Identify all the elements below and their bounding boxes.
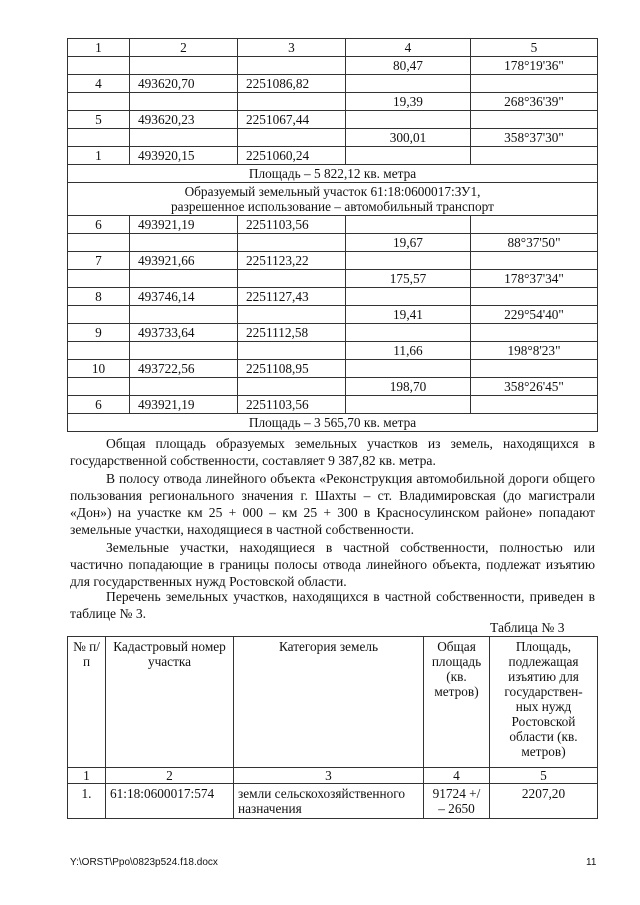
paragraph-total-area: Общая площадь образуемых земельных участков из земель, находящихся в государственной собственности, составляет 9 387,82 кв. метра. — [70, 436, 595, 468]
coord-y: 2251108,95 — [238, 360, 346, 378]
paragraph-linear-object: В полосу отвода линейного объекта «Реконструкция автомобильной дороги общего пользования регионального значения г. Шахты – ст. Владимировская (до магистрали «Дон») на участке км 25 + 000 – км 25 + 300 в Красносулинском районе» попадают земельные участки, находящиеся в частной собственности. — [70, 471, 595, 537]
empty-cell — [130, 93, 238, 111]
col-number: 4 — [424, 768, 490, 784]
table-row — [68, 396, 598, 414]
empty-cell — [346, 396, 471, 414]
coord-x: 493620,70 — [130, 75, 238, 93]
page-number: 11 — [586, 857, 597, 868]
empty-cell — [346, 147, 471, 165]
header-total-area: Общая площадь (кв. метров) — [424, 637, 490, 768]
empty-cell — [471, 111, 598, 129]
col-number: 3 — [234, 768, 424, 784]
empty-cell — [130, 378, 238, 396]
table-row — [68, 360, 598, 378]
point-number: 4 — [68, 75, 130, 93]
table-row — [68, 75, 598, 93]
table-row — [68, 216, 598, 234]
empty-cell — [238, 342, 346, 360]
empty-cell — [471, 288, 598, 306]
table-row — [68, 252, 598, 270]
table-row — [68, 147, 598, 165]
empty-cell — [471, 147, 598, 165]
coord-y: 2251067,44 — [238, 111, 346, 129]
coord-y: 2251123,22 — [238, 252, 346, 270]
point-number: 8 — [68, 288, 130, 306]
coordinates-table — [67, 38, 598, 432]
col-number: 2 — [106, 768, 234, 784]
cell-category: земли сельскохозяйственного назначения — [234, 784, 424, 819]
empty-cell — [68, 342, 130, 360]
empty-cell — [471, 396, 598, 414]
distance: 80,47 — [346, 57, 471, 75]
coord-x: 493620,23 — [130, 111, 238, 129]
empty-cell — [471, 324, 598, 342]
table-row — [68, 111, 598, 129]
table-row — [68, 306, 598, 324]
header-num: № п/п — [68, 637, 106, 768]
parcel-title: Образуемый земельный участок 61:18:0600017:ЗУ1, — [184, 184, 481, 199]
direction-angle: 358°26'45" — [471, 378, 598, 396]
empty-cell — [471, 360, 598, 378]
table-row — [68, 93, 598, 111]
direction-angle: 178°19'36" — [471, 57, 598, 75]
coord-x: 493733,64 — [130, 324, 238, 342]
direction-angle: 358°37'30" — [471, 129, 598, 147]
header-row — [68, 39, 598, 57]
coord-x: 493920,15 — [130, 147, 238, 165]
empty-cell — [346, 75, 471, 93]
header-category: Категория земель — [234, 637, 424, 768]
table-row — [68, 270, 598, 288]
header-seized-area: Площадь, подлежащая изъятию для государствен-ных нужд Ростовской области (кв. метров) — [490, 637, 598, 768]
empty-cell — [238, 234, 346, 252]
coord-x: 493921,19 — [130, 216, 238, 234]
cell-seized-area: 2207,20 — [490, 784, 598, 819]
direction-angle: 88°37'50" — [471, 234, 598, 252]
direction-angle: 268°36'39" — [471, 93, 598, 111]
point-number: 5 — [68, 111, 130, 129]
empty-cell — [471, 252, 598, 270]
coord-y: 2251103,56 — [238, 216, 346, 234]
distance: 175,57 — [346, 270, 471, 288]
distance: 300,01 — [346, 129, 471, 147]
cell-cadastral: 61:18:0600017:574 — [106, 784, 234, 819]
distance: 198,70 — [346, 378, 471, 396]
empty-cell — [130, 270, 238, 288]
empty-cell — [68, 378, 130, 396]
empty-cell — [130, 129, 238, 147]
table-row — [68, 342, 598, 360]
empty-cell — [68, 129, 130, 147]
empty-cell — [238, 93, 346, 111]
point-number: 1 — [68, 147, 130, 165]
point-number: 10 — [68, 360, 130, 378]
cell-num: 1. — [68, 784, 106, 819]
area-summary: Площадь – 5 822,12 кв. метра — [68, 165, 598, 183]
distance: 19,41 — [346, 306, 471, 324]
table-row — [68, 165, 598, 183]
empty-cell — [238, 306, 346, 324]
empty-cell — [238, 129, 346, 147]
coord-y: 2251086,82 — [238, 75, 346, 93]
empty-cell — [346, 252, 471, 270]
table-row — [68, 378, 598, 396]
empty-cell — [68, 234, 130, 252]
point-number: 7 — [68, 252, 130, 270]
distance: 19,67 — [346, 234, 471, 252]
point-number: 6 — [68, 216, 130, 234]
distance: 11,66 — [346, 342, 471, 360]
coord-x: 493921,66 — [130, 252, 238, 270]
paragraph-list: Перечень земельных участков, находящихся в частной собственности, приведен в таблице № 3. — [70, 589, 595, 621]
header-cadastral: Кадастровый номер участка — [106, 637, 234, 768]
private-land-table — [67, 636, 598, 819]
col-number: 1 — [68, 768, 106, 784]
parcel-description — [68, 183, 598, 216]
cell-total-area: 91724 +/ – 2650 — [424, 784, 490, 819]
direction-angle: 229°54'40" — [471, 306, 598, 324]
empty-cell — [238, 57, 346, 75]
area-summary: Площадь – 3 565,70 кв. метра — [68, 414, 598, 432]
paragraph-private-land: Земельные участки, находящиеся в частной собственности, полностью или частично попадающие в границы полосы отвода линейного объекта, подлежат изъятию для государственных нужд Ростовской области. — [70, 540, 595, 589]
empty-cell — [130, 306, 238, 324]
direction-angle: 198°8'23" — [471, 342, 598, 360]
table-row — [68, 324, 598, 342]
empty-cell — [346, 324, 471, 342]
empty-cell — [68, 306, 130, 324]
empty-cell — [68, 93, 130, 111]
direction-angle: 178°37'34" — [471, 270, 598, 288]
empty-cell — [471, 216, 598, 234]
coord-y: 2251060,24 — [238, 147, 346, 165]
distance: 19,39 — [346, 93, 471, 111]
empty-cell — [68, 57, 130, 75]
col-number: 5 — [490, 768, 598, 784]
coord-y: 2251103,56 — [238, 396, 346, 414]
table3-title: Таблица № 3 — [490, 620, 565, 635]
coord-y: 2251127,43 — [238, 288, 346, 306]
column-header: 3 — [238, 39, 346, 57]
column-header: 4 — [346, 39, 471, 57]
footer-file-path: Y:\ORST\Ppo\0823p524.f18.docx — [70, 857, 218, 868]
parcel-use: разрешенное использование – автомобильный транспорт — [171, 199, 494, 214]
coord-y: 2251112,58 — [238, 324, 346, 342]
point-number: 6 — [68, 396, 130, 414]
empty-cell — [346, 360, 471, 378]
table-row — [68, 288, 598, 306]
column-header: 5 — [471, 39, 598, 57]
table-row — [68, 414, 598, 432]
empty-cell — [346, 288, 471, 306]
table-row — [68, 234, 598, 252]
coord-x: 493921,19 — [130, 396, 238, 414]
coord-x: 493746,14 — [130, 288, 238, 306]
empty-cell — [238, 378, 346, 396]
empty-cell — [471, 75, 598, 93]
point-number: 9 — [68, 324, 130, 342]
empty-cell — [130, 234, 238, 252]
empty-cell — [68, 270, 130, 288]
column-header: 1 — [68, 39, 130, 57]
table-row — [68, 57, 598, 75]
table-row — [68, 183, 598, 216]
coord-x: 493722,56 — [130, 360, 238, 378]
empty-cell — [346, 216, 471, 234]
column-header: 2 — [130, 39, 238, 57]
table-row — [68, 129, 598, 147]
empty-cell — [346, 111, 471, 129]
empty-cell — [130, 57, 238, 75]
empty-cell — [238, 270, 346, 288]
empty-cell — [130, 342, 238, 360]
